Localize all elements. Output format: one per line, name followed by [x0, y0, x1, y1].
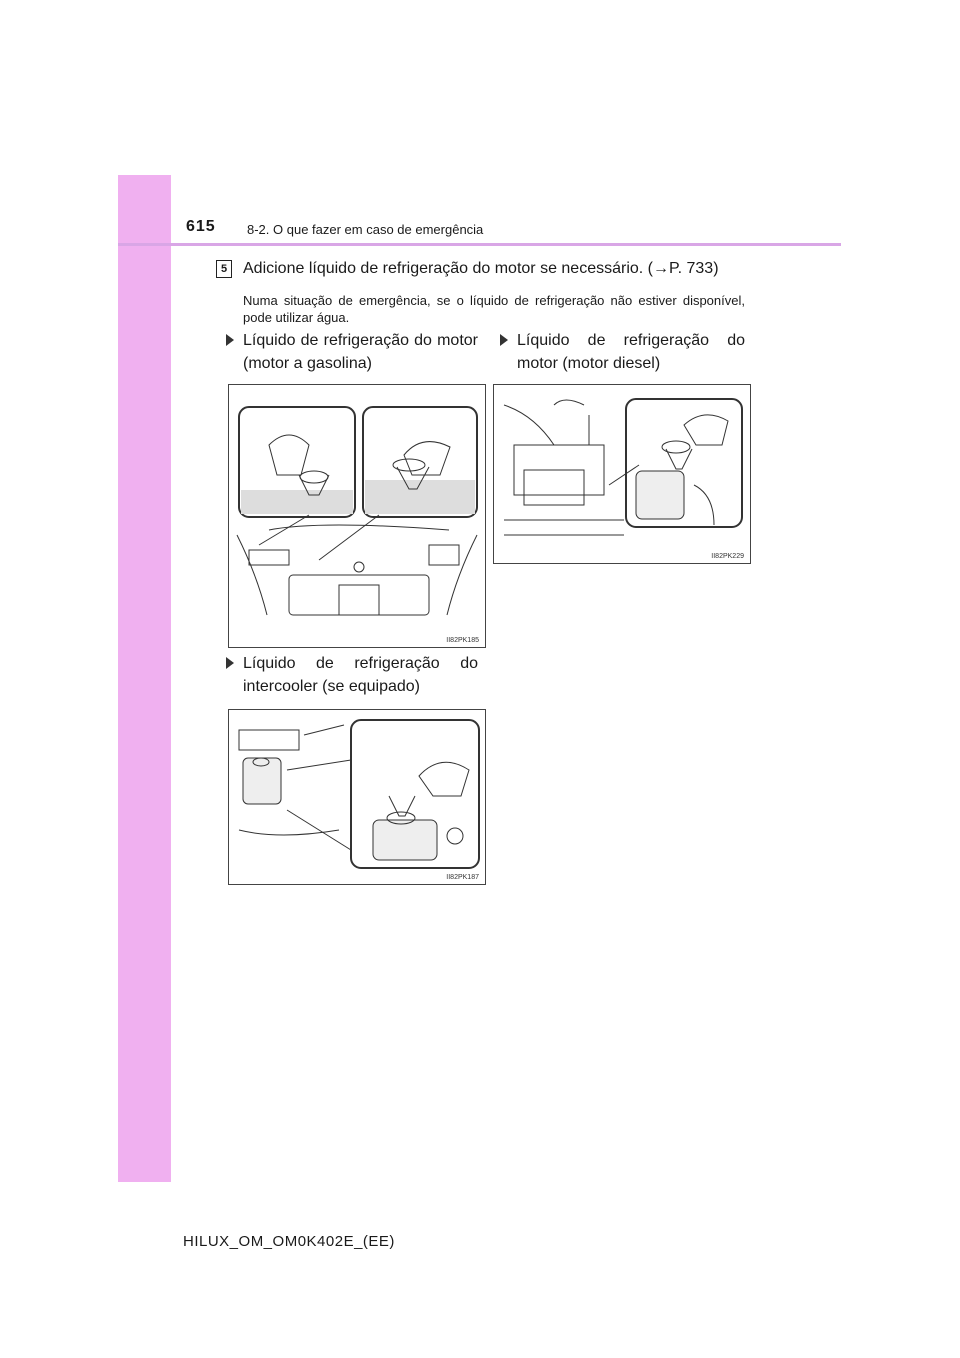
arrow-bullet-icon: [226, 657, 234, 669]
step-note: Numa situação de emergência, se o líquido de refrigeração não estiver disponível, pode utilizar água.: [243, 293, 745, 325]
gasoline-engine-illustration: [229, 385, 485, 647]
step-instruction: Adicione líquido de refrigeração do motor se necessário. (→P. 733): [243, 260, 719, 277]
figure-heading-diesel: [517, 329, 745, 375]
figure-heading-gasoline-text: Líquido de refrigeração do motor (motor a gasolina): [243, 332, 478, 372]
figure-heading-intercooler-text: Líquido de refrigeração do intercooler (se equipado): [243, 655, 478, 695]
figure-code: II82PK185: [446, 637, 479, 644]
figure-heading-gasoline: [243, 329, 478, 375]
intercooler-illustration: [229, 710, 485, 884]
document-code: HILUX_OM_OM0K402E_(EE): [183, 1233, 395, 1250]
figure-gasoline-engine: [228, 384, 486, 648]
arrow-bullet-icon: [226, 334, 234, 346]
chapter-sidebar-tab: [118, 175, 171, 1182]
figure-diesel-engine: [493, 384, 751, 564]
figure-heading-diesel-text: Líquido de refrigeração do motor (motor diesel): [517, 332, 745, 372]
diesel-engine-illustration: [494, 385, 750, 563]
page-number: 615: [186, 218, 216, 235]
figure-code: II82PK187: [446, 874, 479, 881]
header-rule: [118, 243, 841, 246]
arrow-bullet-icon: [500, 334, 508, 346]
step-number-badge: 5: [216, 260, 232, 278]
section-title: 8-2. O que fazer em caso de emergência: [247, 222, 484, 237]
figure-heading-intercooler: [243, 652, 478, 698]
figure-intercooler: [228, 709, 486, 885]
figure-code: II82PK229: [711, 553, 744, 560]
